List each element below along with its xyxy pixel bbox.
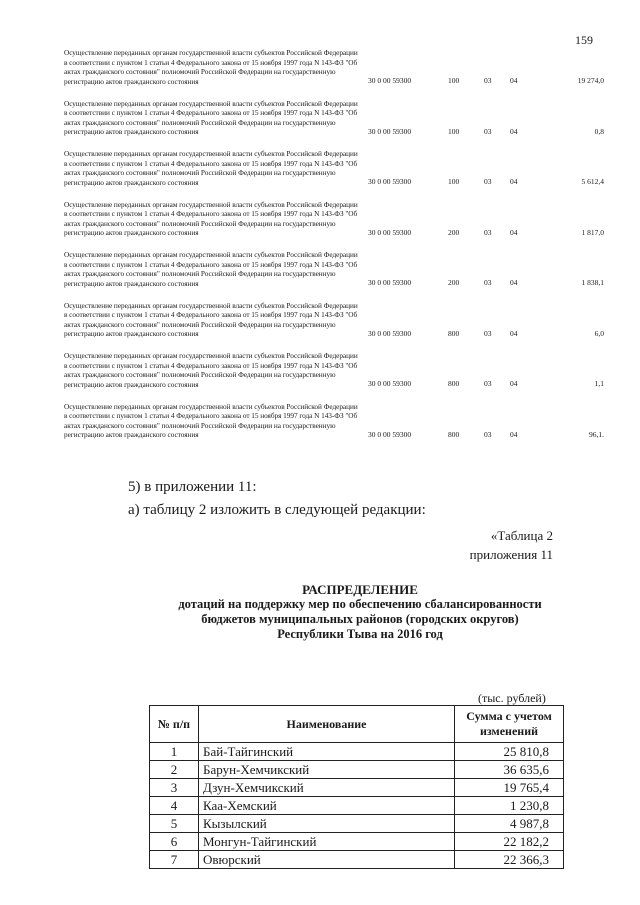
amendment-subitem: а) таблицу 2 изложить в следующей редакции: bbox=[128, 502, 426, 518]
distribution-table bbox=[149, 705, 564, 869]
row-subsection: 04 bbox=[510, 429, 518, 439]
row-name: Бай-Тайгинский bbox=[199, 743, 455, 761]
row-name: Дзун-Хемчикский bbox=[199, 779, 455, 797]
row-section: 03 bbox=[484, 379, 492, 388]
row-value: 1,1 bbox=[594, 379, 604, 388]
row-subsection: 04 bbox=[510, 177, 518, 186]
row-code: 30 0 00 59300 bbox=[368, 278, 412, 287]
table-reference-line: «Таблица 2 bbox=[490, 528, 553, 543]
table-row bbox=[64, 402, 604, 453]
row-subsection: 04 bbox=[510, 278, 518, 287]
row-sum: 22 366,3 bbox=[455, 851, 564, 869]
row-code: 30 0 00 59300 bbox=[368, 379, 412, 388]
table-row bbox=[64, 351, 604, 402]
row-section: 03 bbox=[484, 278, 492, 287]
row-description: Осуществление переданных органам государственной власти субъектов Российской Федерации в соответствии с пунктом 1 статьи 4 Федерального закона от 15 ноября 1997 года N 143-ФЗ "Об актах гражданского состояния" полномочий Российской Федерации на государственную регистрацию актов гражданского состояния bbox=[64, 250, 358, 288]
row-description: Осуществление переданных органам государственной власти субъектов Российской Федерации в соответствии с пунктом 1 статьи 4 Федерального закона от 15 ноября 1997 года N 143-ФЗ "Об актах гражданского состояния" полномочий Российской Федерации на государственную регистрацию актов гражданского состояния bbox=[64, 149, 358, 187]
table-row bbox=[64, 200, 604, 251]
row-description: Осуществление переданных органам государственной власти субъектов Российской Федерации в соответствии с пунктом 1 статьи 4 Федерального закона от 15 ноября 1997 года N 143-ФЗ "Об актах гражданского состояния" полномочий Российской Федерации на государственную регистрацию актов гражданского состояния bbox=[64, 199, 358, 238]
row-code: 30 0 00 59300 bbox=[368, 429, 412, 439]
table-row bbox=[150, 743, 564, 761]
section-heading bbox=[150, 582, 570, 642]
heading-title: РАСПРЕДЕЛЕНИЕ bbox=[302, 582, 418, 597]
row-subsection: 04 bbox=[510, 76, 518, 85]
row-code: 30 0 00 59300 bbox=[368, 126, 412, 136]
row-name: Барун-Хемчикский bbox=[199, 761, 455, 779]
row-sum: 36 635,6 bbox=[455, 761, 564, 779]
table-row bbox=[64, 149, 604, 200]
row-description: Осуществление переданных органам государственной власти субъектов Российской Федерации в соответствии с пунктом 1 статьи 4 Федерального закона от 15 ноября 1997 года N 143-ФЗ "Об актах гражданского состояния" полномочий Российской Федерации на государственную регистрацию актов гражданского состояния bbox=[64, 351, 358, 389]
row-section: 03 bbox=[484, 177, 492, 186]
units-label: (тыс. рублей) bbox=[478, 691, 546, 705]
row-description: Осуществление переданных органам государственной власти субъектов Российской Федерации в соответствии с пунктом 1 статьи 4 Федерального закона от 15 ноября 1997 года N 143-ФЗ "Об актах гражданского состояния" полномочий Российской Федерации на государственную регистрацию актов гражданского состояния bbox=[64, 300, 358, 339]
row-num: 3 bbox=[150, 779, 199, 797]
row-expense-type: 100 bbox=[448, 76, 460, 85]
row-value: 6,0 bbox=[594, 328, 604, 338]
table-row bbox=[64, 48, 604, 99]
row-name: Кызылский bbox=[199, 815, 455, 833]
table-row bbox=[150, 851, 564, 869]
table-row bbox=[64, 301, 604, 352]
row-sum: 25 810,8 bbox=[455, 743, 564, 761]
row-expense-type: 100 bbox=[448, 126, 460, 136]
table-row bbox=[64, 250, 604, 301]
row-num: 5 bbox=[150, 815, 199, 833]
row-description: Осуществление переданных органам государственной власти субъектов Российской Федерации в соответствии с пунктом 1 статьи 4 Федерального закона от 15 ноября 1997 года N 143-ФЗ "Об актах гражданского состояния" полномочий Российской Федерации на государственную регистрацию актов гражданского состояния bbox=[64, 401, 358, 440]
row-sum: 4 987,8 bbox=[455, 815, 564, 833]
row-expense-type: 800 bbox=[448, 328, 460, 338]
row-subsection: 04 bbox=[510, 227, 518, 237]
row-code: 30 0 00 59300 bbox=[368, 227, 412, 237]
row-section: 03 bbox=[484, 328, 492, 338]
row-subsection: 04 bbox=[510, 126, 518, 136]
row-value: 1 838,1 bbox=[581, 278, 604, 287]
table-header-row bbox=[150, 706, 564, 743]
table-row bbox=[150, 833, 564, 851]
row-value: 5 612,4 bbox=[581, 177, 604, 186]
row-num: 2 bbox=[150, 761, 199, 779]
table-row bbox=[150, 797, 564, 815]
table-reference bbox=[470, 526, 553, 564]
row-value: 19 274,0 bbox=[577, 76, 604, 85]
row-section: 03 bbox=[484, 76, 492, 85]
row-name: Каа-Хемский bbox=[199, 797, 455, 815]
row-expense-type: 200 bbox=[448, 227, 460, 237]
heading-line: бюджетов муниципальных районов (городских округов) bbox=[201, 612, 519, 626]
amendment-item: 5) в приложении 11: bbox=[128, 479, 257, 495]
table-row bbox=[64, 99, 604, 150]
row-section: 03 bbox=[484, 227, 492, 237]
row-sum: 19 765,4 bbox=[455, 779, 564, 797]
row-value: 0,8 bbox=[594, 126, 604, 136]
table-row bbox=[150, 815, 564, 833]
row-num: 7 bbox=[150, 851, 199, 869]
table-row bbox=[150, 761, 564, 779]
row-expense-type: 100 bbox=[448, 177, 460, 186]
row-num: 4 bbox=[150, 797, 199, 815]
row-section: 03 bbox=[484, 126, 492, 136]
heading-line: дотаций на поддержку мер по обеспечению сбалансированности bbox=[178, 597, 542, 611]
row-expense-type: 800 bbox=[448, 379, 460, 388]
row-name: Монгун-Тайгинский bbox=[199, 833, 455, 851]
row-description: Осуществление переданных органам государственной власти субъектов Российской Федерации в соответствии с пунктом 1 статьи 4 Федерального закона от 15 ноября 1997 года N 143-ФЗ "Об актах гражданского состояния" полномочий Российской Федерации на государственную регистрацию актов гражданского состояния bbox=[64, 98, 358, 137]
row-description: Осуществление переданных органам государственной власти субъектов Российской Федерации в соответствии с пунктом 1 статьи 4 Федерального закона от 15 ноября 1997 года N 143-ФЗ "Об актах гражданского состояния" полномочий Российской Федерации на государственную регистрацию актов гражданского состояния bbox=[64, 48, 358, 86]
row-sum: 22 182,2 bbox=[455, 833, 564, 851]
row-subsection: 04 bbox=[510, 379, 518, 388]
header-num: № п/п bbox=[150, 706, 199, 743]
page-number: 159 bbox=[575, 33, 593, 47]
table-row bbox=[150, 779, 564, 797]
row-num: 6 bbox=[150, 833, 199, 851]
row-num: 1 bbox=[150, 743, 199, 761]
row-code: 30 0 00 59300 bbox=[368, 328, 412, 338]
heading-line: Республики Тыва на 2016 год bbox=[277, 627, 443, 641]
row-value: 96,1. bbox=[589, 429, 604, 439]
row-expense-type: 800 bbox=[448, 429, 460, 439]
row-value: 1 817,0 bbox=[581, 227, 604, 237]
row-code: 30 0 00 59300 bbox=[368, 177, 412, 186]
row-sum: 1 230,8 bbox=[455, 797, 564, 815]
row-name: Овюрский bbox=[199, 851, 455, 869]
row-expense-type: 200 bbox=[448, 278, 460, 287]
row-subsection: 04 bbox=[510, 328, 518, 338]
budget-detail-table bbox=[64, 48, 604, 452]
header-sum: Сумма с учетом изменений bbox=[455, 706, 564, 743]
header-name: Наименование bbox=[199, 706, 455, 743]
table-reference-line: приложения 11 bbox=[469, 547, 553, 562]
row-section: 03 bbox=[484, 429, 492, 439]
row-code: 30 0 00 59300 bbox=[368, 76, 412, 85]
